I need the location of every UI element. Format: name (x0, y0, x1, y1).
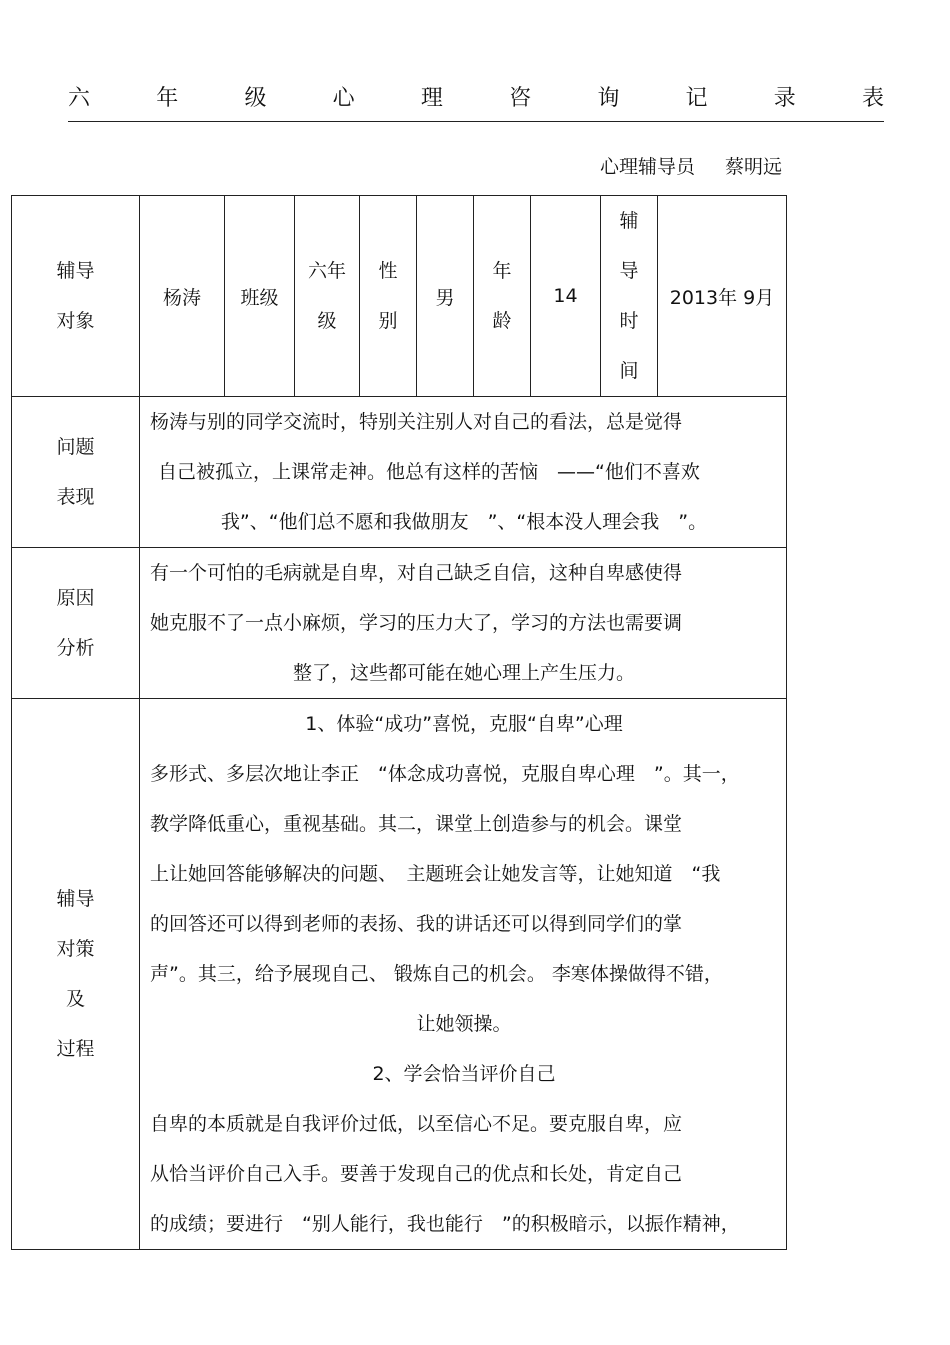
title-char: 表 (861, 85, 884, 111)
cause-row (12, 548, 787, 699)
page-title (68, 78, 884, 114)
gender-label-line: 性 (378, 260, 398, 282)
counseling-record-table (11, 195, 787, 1250)
gender-value-cell (417, 196, 474, 397)
strategy-line: 上让她回答能够解决的问题、 主题班会让她发言等，让她知道 “我 (150, 863, 721, 885)
problem-line: 杨涛与别的同学交流时，特别关注别人对自己的看法，总是觉得 (150, 411, 683, 433)
cause-content-cell (140, 548, 787, 699)
title-char: 级 (244, 85, 267, 111)
problem-label-line: 问题 (56, 436, 95, 458)
strategy-label-line: 过程 (56, 1038, 95, 1060)
strategy-line: 的回答还可以得到老师的表扬、我的讲话还可以得到同学们的掌 (150, 913, 683, 935)
header-row (12, 196, 787, 397)
strategy-line: 教学降低重心，重视基础。其二，课堂上创造参与的机会。课堂 (150, 813, 683, 835)
time-value: 2013年 9月 (669, 286, 775, 309)
title-char: 咨 (509, 85, 532, 111)
subject-name-cell (140, 196, 225, 397)
strategy-heading: 1、体验“成功”喜悦，克服“自卑”心理 (305, 713, 623, 735)
cause-line: 整了，这些都可能在她心理上产生压力。 (292, 662, 635, 684)
strategy-line: 让她领操。 (416, 1013, 512, 1035)
time-label-line: 时 (619, 310, 639, 332)
title-char: 记 (685, 85, 708, 111)
cause-label-line: 原因 (56, 587, 95, 609)
subject-label-cell (12, 196, 140, 397)
age-value: 14 (553, 285, 578, 307)
cause-line: 有一个可怕的毛病就是自卑，对自己缺乏自信，这种自卑感使得 (150, 562, 683, 584)
gender-label-line: 别 (378, 310, 398, 332)
strategy-line: 多形式、多层次地让李正 “体念成功喜悦，克服自卑心理 ”。其一， (150, 763, 740, 785)
title-char: 询 (597, 85, 620, 111)
problem-line: 我”、“他们总不愿和我做朋友 ”、“根本没人理会我 ”。 (220, 511, 708, 533)
strategy-line: 从恰当评价自己入手。要善于发现自己的优点和长处，肯定自己 (150, 1163, 683, 1185)
problem-row (12, 397, 787, 548)
strategy-heading: 2、学会恰当评价自己 (372, 1063, 556, 1085)
class-value-line: 六年 (307, 260, 346, 282)
subject-label-line: 对象 (56, 310, 95, 332)
subject-label-line: 辅导 (56, 260, 95, 282)
title-underline (68, 121, 884, 122)
strategy-label-line: 对策 (56, 938, 95, 960)
title-char: 六 (68, 85, 91, 111)
strategy-label-line: 辅导 (56, 888, 95, 910)
subject-name: 杨涛 (162, 286, 201, 309)
strategy-line: 声”。其三，给予展现自己、 锻炼自己的机会。 李寒体操做得不错， (150, 963, 723, 985)
time-label-line: 辅 (619, 210, 639, 232)
title-char: 录 (773, 85, 796, 111)
cause-label-cell (12, 548, 140, 699)
time-value-cell (658, 196, 787, 397)
class-label: 班级 (240, 286, 279, 309)
problem-line: 自己被孤立，上课常走神。他总有这样的苦恼 ——“他们不喜欢 (158, 461, 700, 483)
counselor-name: 蔡明远 (725, 156, 783, 178)
problem-label-cell (12, 397, 140, 548)
problem-content-cell (140, 397, 787, 548)
counselor-line (600, 152, 860, 182)
time-label-line: 导 (619, 260, 639, 282)
problem-label-line: 表现 (56, 486, 95, 508)
gender-label-cell (360, 196, 417, 397)
title-char: 理 (420, 85, 443, 111)
strategy-row (12, 699, 787, 1250)
title-char: 年 (156, 85, 179, 111)
class-value-cell (295, 196, 360, 397)
cause-line: 她克服不了一点小麻烦，学习的压力大了，学习的方法也需要调 (150, 612, 683, 634)
strategy-line: 自卑的本质就是自我评价过低，以至信心不足。要克服自卑，应 (150, 1113, 683, 1135)
time-label-cell (601, 196, 658, 397)
age-label-line: 龄 (492, 310, 512, 332)
title-char: 心 (332, 85, 355, 111)
counselor-label: 心理辅导员 (600, 156, 696, 178)
age-label-cell (474, 196, 531, 397)
strategy-label-line: 及 (65, 988, 85, 1010)
cause-label-line: 分析 (56, 637, 95, 659)
gender-value: 男 (435, 286, 455, 309)
strategy-line: 的成绩；要进行 “别人能行，我也能行 ”的积极暗示，以振作精神， (150, 1213, 740, 1235)
age-value-cell (531, 196, 601, 397)
time-label-line: 间 (619, 360, 639, 382)
class-value-line: 级 (317, 310, 337, 332)
strategy-label-cell (12, 699, 140, 1250)
class-label-cell (225, 196, 295, 397)
age-label-line: 年 (492, 260, 512, 282)
strategy-content-cell (140, 699, 787, 1250)
